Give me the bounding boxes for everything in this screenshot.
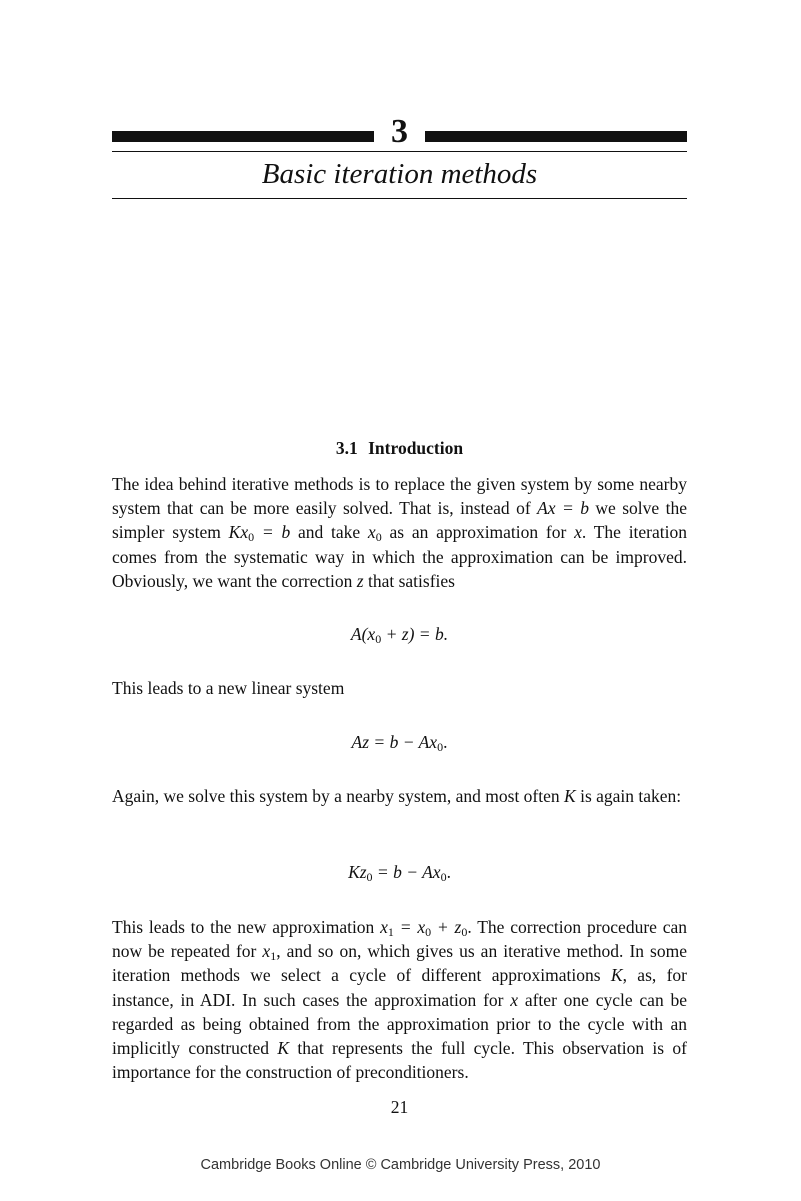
equation-3: $Kz_0 = b - Ax_0$. [348, 862, 451, 884]
section-number: 3.1 [335, 438, 358, 458]
section-heading [112, 437, 687, 459]
chapter-rule-top [112, 151, 687, 152]
chapter-title: Basic iteration methods [261, 158, 538, 190]
paragraph-new-approximation: This leads to the new approximation $x_1 = x_0 + z_0$. The correction procedure can now be repeated for $x_1$, and so on, which gives us an iterative method. In some iteration methods we select a cycle of different approximations K, as, for instance, in ADI. In such cases the approximation for x after one cycle can be regarded as being obtained from the approximation prior to the cycle with an implicitly constructed K that represents the full cycle. This observation is of importance for the construction of preconditioners. [112, 917, 688, 1083]
paragraph-again: Again, we solve this system by a nearby system, and most often K is again taken: [112, 786, 682, 806]
equation-2: $Az = b - Ax_0$. [351, 732, 448, 754]
chapter-rule-bottom [112, 198, 687, 199]
chapter-bar-right [425, 131, 687, 142]
paragraph-linear-system: This leads to a new linear system [112, 678, 345, 698]
section-title: Introduction [368, 438, 464, 458]
chapter-header [112, 112, 687, 152]
chapter-number: 3 [391, 113, 408, 150]
page-number: 21 [390, 1097, 409, 1117]
footer-copyright: Cambridge Books Online © Cambridge University Press, 2010 [200, 1157, 601, 1173]
equation-1: $A(x_0 + z) = b$. [350, 624, 449, 646]
paragraph-intro: The idea behind iterative methods is to replace the given system by some nearby system that can be more easily solved. That is, instead of Ax = b we solve the simpler system $Kx_0 = b$ and take $x_0$ as an approximation for x. The iteration comes from the systematic way in which the approximation can be improved. Obviously, we want the correction z that satisfies [112, 474, 688, 591]
